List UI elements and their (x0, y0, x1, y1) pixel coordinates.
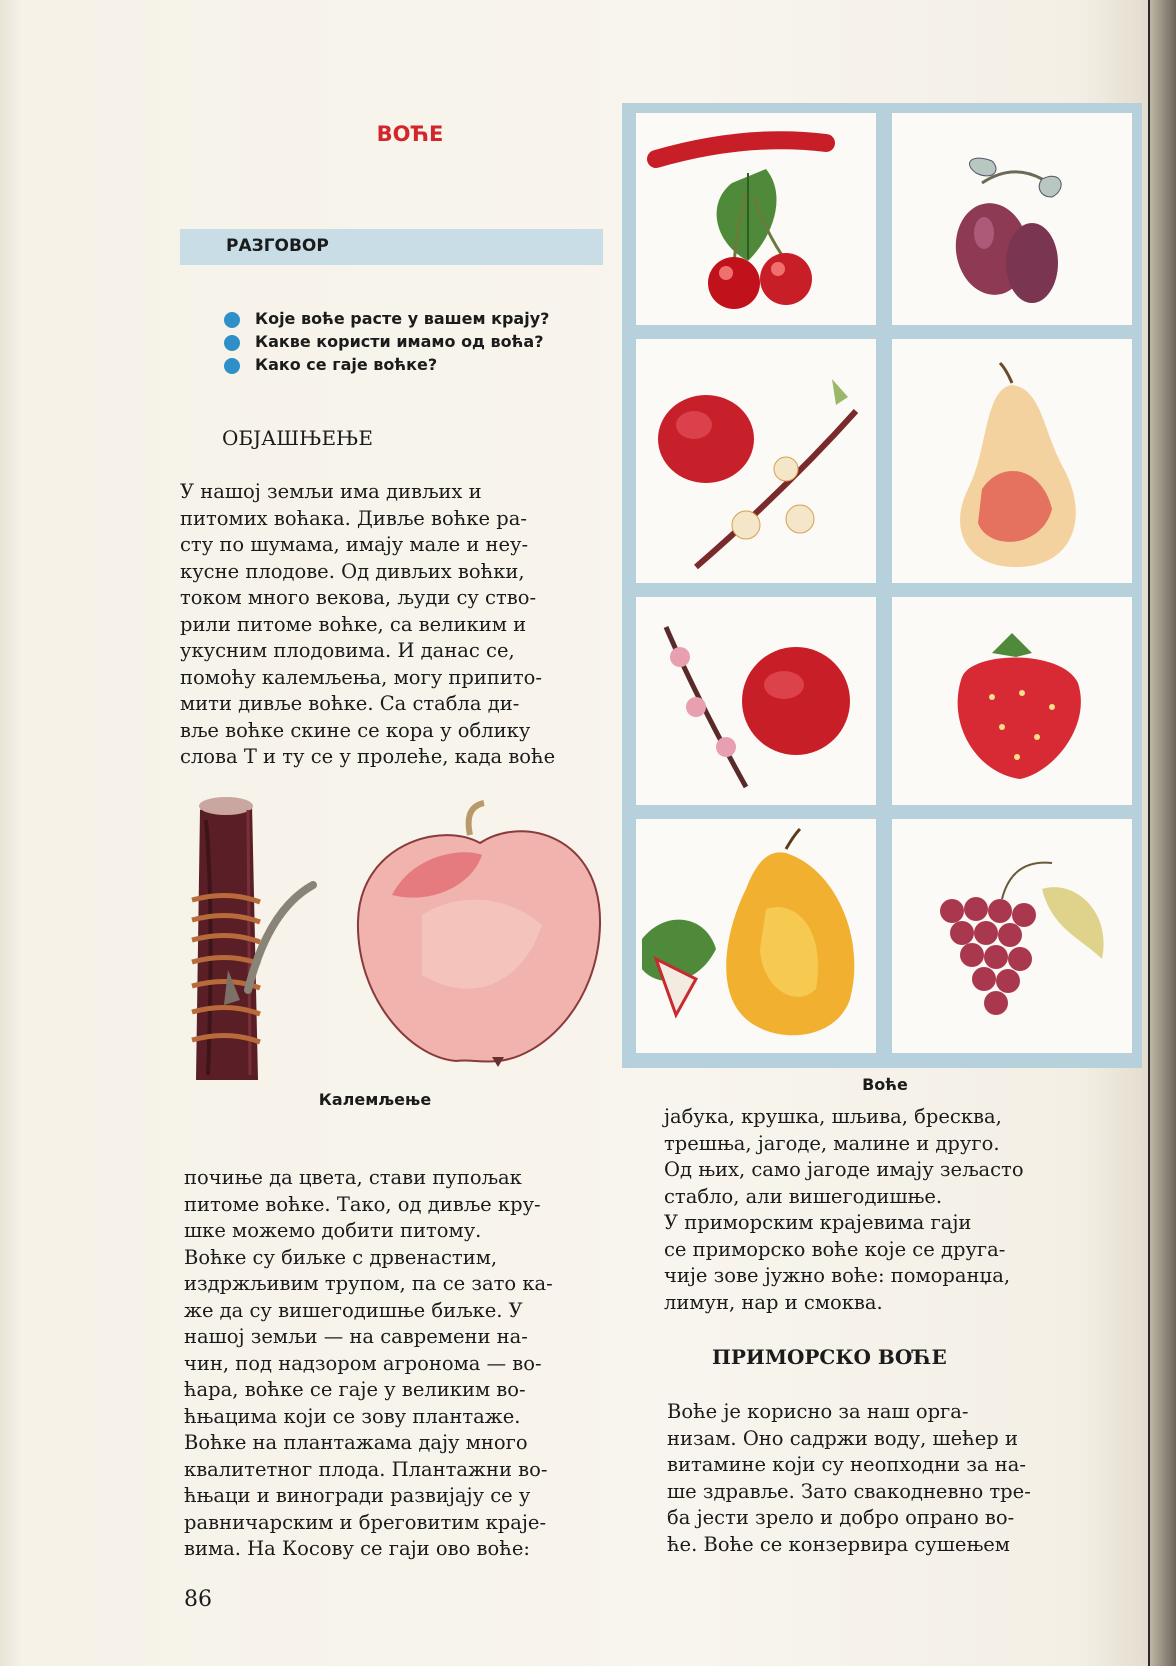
bullet-dot-icon (224, 312, 240, 328)
text-line: укусним плодовима. И данас се, (180, 639, 515, 662)
text-line: питомих воћака. Дивље воћке ра- (180, 506, 527, 530)
text-line: издржљивим трупом, па се зато ка- (184, 1272, 553, 1295)
plums-image (892, 113, 1132, 325)
text-line: трешња, јагоде, малине и друго. (664, 1131, 1000, 1155)
right-column-top-text (664, 1104, 1089, 1316)
bullet-dot-icon (224, 358, 240, 374)
discussion-label: РАЗГОВОР (226, 236, 329, 256)
question-item: Које воће расте у вашем крају? (222, 309, 549, 332)
page-number: 86 (184, 1587, 212, 1612)
left-column-top-text (180, 479, 602, 771)
text-line: ћара, воћке се гаје у великим во- (184, 1378, 526, 1401)
text-line: У нашој земљи има дивљих и (180, 480, 482, 503)
discussion-bar (180, 229, 603, 265)
quince-image (636, 819, 876, 1053)
question-list (222, 309, 549, 378)
text-line: јабука, крушка, шљива, бресква, (664, 1105, 1002, 1128)
grapes-image (892, 819, 1132, 1053)
text-line: ба јести зрело и добро опрано во- (667, 1506, 1015, 1529)
text-line: кусне плодове. Од дивљих воћки, (180, 559, 525, 583)
pear-image (892, 339, 1132, 583)
explanation-heading: ОБЈАШЊЕЊЕ (222, 426, 374, 450)
text-line: Воће је корисно за наш орга- (667, 1400, 969, 1423)
text-line: равничарским и бреговитим краје- (184, 1510, 547, 1534)
text-line: помоћу калемљења, могу припито- (180, 665, 542, 689)
bullet-dot-icon (224, 335, 240, 351)
text-line: вима. На Косову се гаји ово воће: (184, 1537, 530, 1560)
apple-blossom-image (636, 597, 876, 805)
text-line: вље воћке скине се кора у облику (180, 718, 531, 742)
text-line: сту по шумама, имају мале и неу- (180, 533, 529, 556)
text-line: чин, под надзором агронома — во- (184, 1351, 542, 1375)
grafting-illustration (188, 790, 338, 1090)
text-line: низам. Оно садржи воду, шећер и (667, 1426, 1018, 1450)
text-line: почиње да цвета, стави пупољак (184, 1166, 522, 1189)
text-line: се приморско воће које се друга- (664, 1237, 1006, 1261)
right-column-bottom-text (667, 1399, 1092, 1558)
text-line: ше здравље. Зато свакодневно тре- (667, 1479, 1031, 1503)
text-line: витамине који су неопходни за на- (667, 1453, 1026, 1476)
text-line: Воћке су биљке с дрвенастим, (184, 1245, 498, 1269)
text-line: квалитетног плода. Плантажни во- (184, 1457, 548, 1481)
strawberry-image (892, 597, 1132, 805)
grafting-caption: Калемљење (318, 1090, 432, 1109)
text-line: ћњаци и виногради развијају се у (184, 1484, 531, 1507)
peach-blossom-image (636, 339, 876, 583)
text-line: рили питоме воћке, са великим и (180, 612, 527, 636)
text-line: током много векова, људи су ство- (180, 586, 537, 609)
cherries-image (636, 113, 876, 325)
text-line: ће. Воће се конзервира сушењем (667, 1532, 1010, 1556)
page-title: ВОЋЕ (376, 122, 444, 146)
text-line: У приморским крајевима гаји (664, 1211, 972, 1234)
text-line: стабло, али вишегодишње. (664, 1184, 943, 1208)
question-item: Какве користи имамо од воћа? (222, 332, 549, 355)
text-line: же да су вишегодишње биљке. У (184, 1298, 523, 1322)
text-line: лимун, нар и смоква. (664, 1290, 883, 1314)
text-line: чије зове јужно воће: поморанџа, (664, 1264, 1011, 1287)
question-item: Како се гаје воћке? (222, 355, 549, 378)
text-line: нашој земљи — на савремени на- (184, 1325, 528, 1348)
text-line: слова Т и ту се у пролеће, када воће (180, 745, 556, 768)
text-line: Од њих, само јагоде имају зељасто (664, 1158, 1024, 1181)
text-line: питоме воћке. Тако, од дивље кру- (184, 1192, 541, 1216)
book-spine (1150, 0, 1176, 1666)
fruit-illustration-grid (622, 103, 1142, 1068)
text-line: Воћке на плантажама дају много (184, 1431, 528, 1454)
left-column-bottom-text (184, 1165, 609, 1563)
text-line: ћњацима који се зову плантаже. (184, 1404, 521, 1428)
text-line: мити дивље воћке. Са стабла ди- (180, 692, 520, 715)
fruit-caption: Воће (862, 1075, 908, 1094)
apple-illustration (352, 795, 608, 1070)
coastal-fruit-heading: ПРИМОРСКО ВОЋЕ (712, 1345, 947, 1369)
text-line: шке можемо добити питому. (184, 1219, 482, 1242)
